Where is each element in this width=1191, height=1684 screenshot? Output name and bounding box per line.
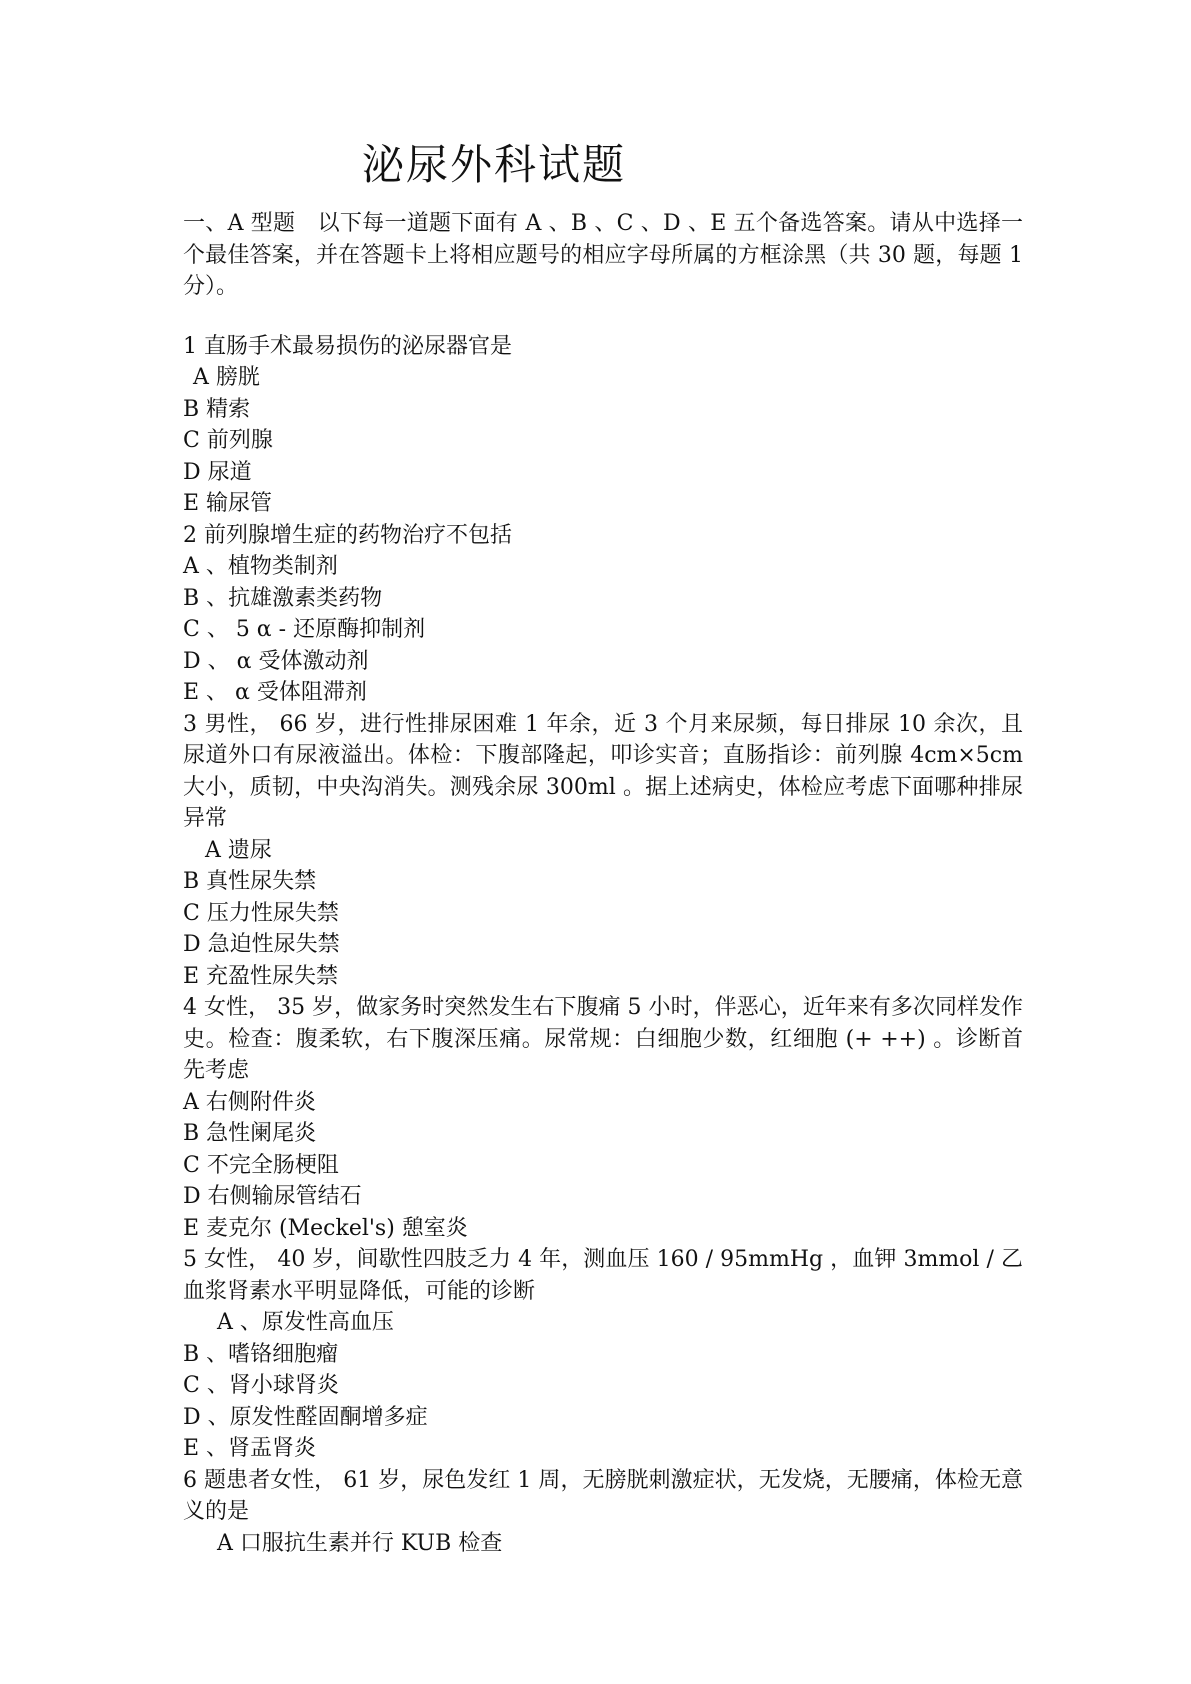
option-d: D 右侧输尿管结石 [183,1184,362,1209]
option-b: B 急性阑尾炎 [183,1121,317,1146]
question-stem: 1 直肠手术最易损伤的泌尿器官是 [183,333,512,359]
option-b: B 精索 [183,396,251,422]
option-b: B 、抗雄激素类药物 [183,585,383,611]
question-stem: 4 女性， 35 岁，做家务时突然发生右下腹痛 5 小时，伴恶心，近年来有多次同样发作史。检查：腹柔软，右下腹深压痛。尿常规：白细胞少数，红细胞 (+ ++) 。诊断首先考虑 [183,995,1023,1083]
option-c: C 不完全肠梗阻 [183,1152,339,1178]
question-2 [183,520,1023,709]
option-c: C 压力性尿失禁 [183,900,339,926]
option-d: D 、 α 受体激动剂 [183,648,369,674]
option-d: D 、原发性醛固酮增多症 [183,1404,428,1430]
option-d: D 急迫性尿失禁 [183,932,340,957]
option-a: A 、原发性高血压 [217,1310,394,1335]
option-c: C 前列腺 [183,428,273,453]
option-e: E 、肾盂肾炎 [183,1436,317,1461]
option-a: A 右侧附件炎 [183,1089,316,1115]
option-b: B 真性尿失禁 [183,869,317,894]
question-1 [183,331,1023,520]
instructions-paragraph: 一、A 型题 以下每一道题下面有 A 、B 、C 、D 、E 五个备选答案。请从中选择一个最佳答案，并在答题卡上将相应题号的相应字母所属的方框涂黑（共 30 题，每题 1 分）。 [183,211,1023,299]
question-stem: 5 女性， 40 岁，间歇性四肢乏力 4 年，测血压 160 / 95mmHg ，血钾 3mmol / 乙血浆肾素水平明显降低，可能的诊断 [183,1247,1023,1304]
question-3 [183,709,1023,993]
question-6 [183,1465,1023,1560]
option-e: E 输尿管 [183,491,273,516]
question-stem: 6 题患者女性， 61 岁，尿色发红 1 周，无膀胱刺激症状，无发烧，无腰痛，体检无意义的是 [183,1467,1023,1524]
option-c: C 、肾小球肾炎 [183,1373,339,1398]
option-b: B 、嗜铬细胞瘤 [183,1341,339,1367]
option-c: C 、 5 α - 还原酶抑制剂 [183,617,426,642]
document-body [183,208,1023,1559]
question-stem: 2 前列腺增生症的药物治疗不包括 [183,522,512,548]
option-e: E 充盈性尿失禁 [183,963,339,989]
option-d: D 尿道 [183,459,252,485]
spacer [183,303,1023,331]
option-a: A 膀胱 [193,365,260,390]
option-a: A 、植物类制剂 [183,554,338,579]
option-a: A 遗尿 [205,837,272,863]
option-a: A 口服抗生素并行 KUB 检查 [217,1530,503,1556]
option-e: E 、 α 受体阻滞剂 [183,680,367,705]
question-4 [183,992,1023,1244]
option-e: E 麦克尔 (Meckel's) 憩室炎 [183,1215,468,1241]
question-5 [183,1244,1023,1465]
question-stem: 3 男性， 66 岁，进行性排尿困难 1 年余，近 3 个月来尿频，每日排尿 10 余次，且尿道外口有尿液溢出。体检：下腹部隆起，叩诊实音；直肠指诊：前列腺 4cm×5cm 大小，质韧，中央沟消失。测残余尿 300ml 。据上述病史，体检应考虑下面哪种排尿异常 [183,711,1023,831]
page-title: 泌尿外科试题 [362,140,627,189]
